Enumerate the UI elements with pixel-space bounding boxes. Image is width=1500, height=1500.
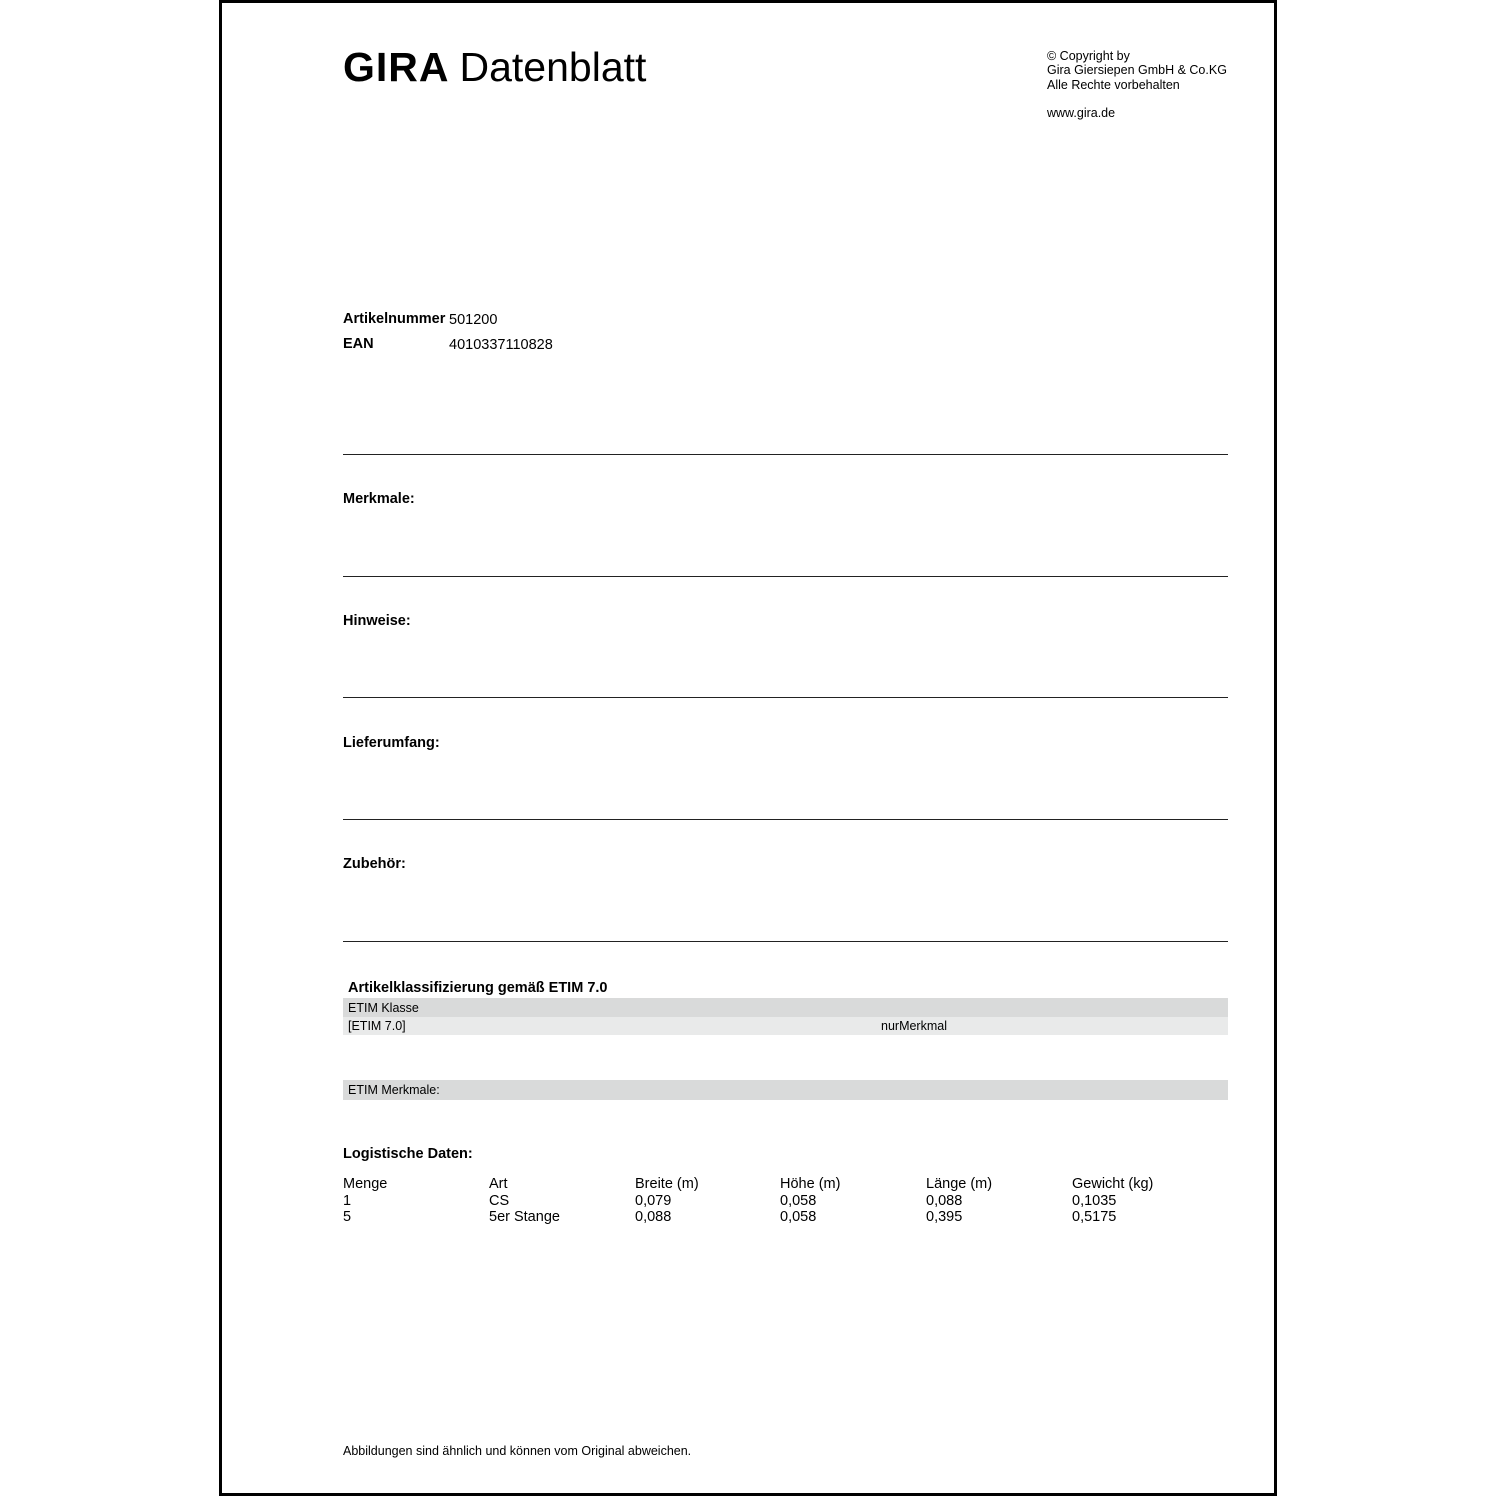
logistics-column-header: Breite (m) xyxy=(635,1176,699,1192)
section-divider xyxy=(343,941,1228,942)
etim-heading: Artikelklassifizierung gemäß ETIM 7.0 xyxy=(348,980,608,996)
ean-value: 4010337110828 xyxy=(449,337,553,353)
etim-version: [ETIM 7.0] xyxy=(348,1019,406,1033)
etim-class-row xyxy=(343,1017,1228,1035)
logistics-heading: Logistische Daten: xyxy=(343,1146,473,1162)
gira-datenblatt-logo xyxy=(343,44,646,90)
logistics-column-header: Länge (m) xyxy=(926,1176,993,1192)
logistics-cell: 5er Stange xyxy=(489,1209,560,1225)
logistics-cell: 0,395 xyxy=(926,1209,963,1225)
section-divider xyxy=(343,454,1228,455)
copyright-line: © Copyright by xyxy=(1047,49,1130,63)
ean-label: EAN xyxy=(343,336,374,352)
brand-name: GIRA xyxy=(343,44,450,90)
document-title: Datenblatt xyxy=(459,44,647,90)
logistics-column-header: Höhe (m) xyxy=(780,1176,841,1192)
scope-of-delivery-heading: Lieferumfang: xyxy=(343,735,440,751)
etim-class-value: nurMerkmal xyxy=(881,1019,947,1033)
etim-features-band xyxy=(343,1080,1228,1100)
logistics-cell: 5 xyxy=(343,1209,352,1225)
logistics-column-header: Gewicht (kg) xyxy=(1072,1176,1154,1192)
features-heading: Merkmale: xyxy=(343,491,415,507)
logistics-cell: 0,1035 xyxy=(1072,1193,1117,1209)
logistics-cell: 0,058 xyxy=(780,1209,817,1225)
etim-features-label: ETIM Merkmale: xyxy=(348,1083,440,1097)
article-number-label: Artikelnummer xyxy=(343,311,446,327)
logistics-cell: CS xyxy=(489,1193,510,1209)
accessories-heading: Zubehör: xyxy=(343,856,406,872)
logistics-cell: 0,058 xyxy=(780,1193,817,1209)
logistics-cell: 0,088 xyxy=(926,1193,963,1209)
etim-class-band xyxy=(343,998,1228,1017)
section-divider xyxy=(343,819,1228,820)
copyright-block xyxy=(1047,49,1227,92)
website-link[interactable]: www.gira.de xyxy=(1047,106,1116,120)
logistics-column-header: Art xyxy=(489,1176,508,1192)
etim-class-label: ETIM Klasse xyxy=(348,1001,419,1015)
logistics-column-header: Menge xyxy=(343,1176,388,1192)
section-divider xyxy=(343,697,1228,698)
notes-heading: Hinweise: xyxy=(343,613,411,629)
copyright-line: Alle Rechte vorbehalten xyxy=(1047,77,1180,92)
logistics-cell: 1 xyxy=(343,1193,352,1209)
section-divider xyxy=(343,576,1228,577)
article-number-value: 501200 xyxy=(449,312,498,328)
logistics-cell: 0,088 xyxy=(635,1209,672,1225)
footer-disclaimer: Abbildungen sind ähnlich und können vom Original abweichen. xyxy=(343,1444,692,1458)
logistics-cell: 0,5175 xyxy=(1072,1209,1117,1225)
logistics-cell: 0,079 xyxy=(635,1193,672,1209)
copyright-line: Gira Giersiepen GmbH & Co.KG xyxy=(1047,63,1227,78)
